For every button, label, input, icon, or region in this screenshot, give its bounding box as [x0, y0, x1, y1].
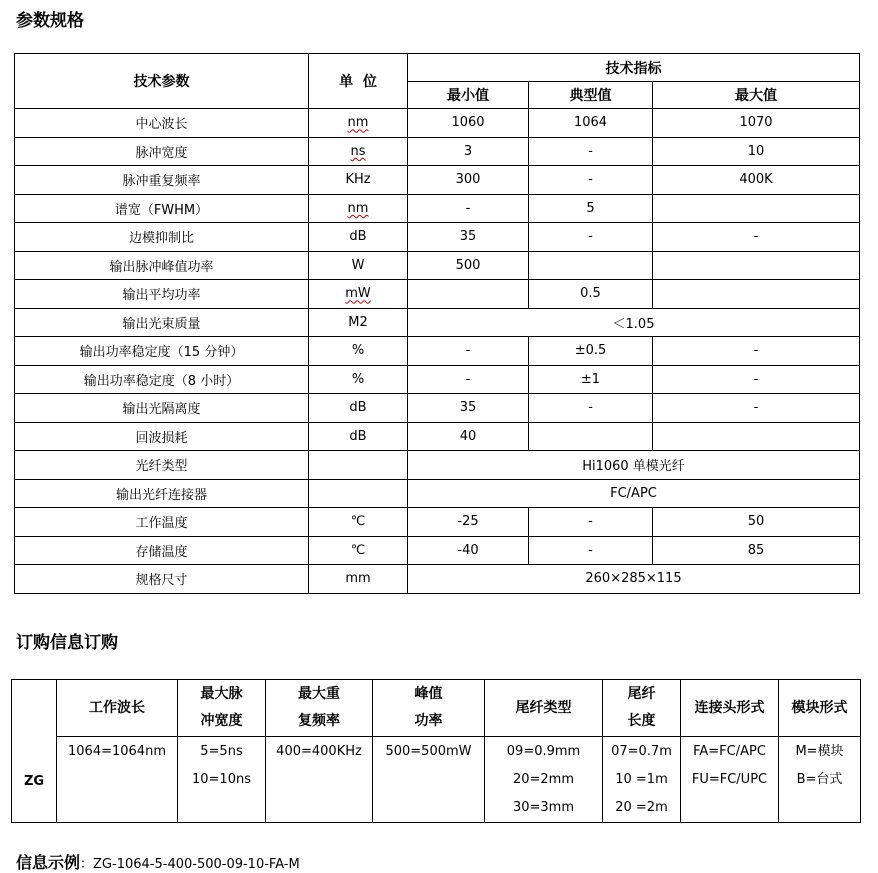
order-option: 400=400KHz [276, 744, 362, 759]
param-name-text: 脉冲重复频率 [122, 174, 201, 190]
param-min [408, 508, 529, 537]
order-header-line: 尾纤 [627, 686, 656, 702]
spec-row [15, 422, 860, 451]
param-max [653, 194, 860, 223]
param-max-text: - [753, 400, 759, 416]
spec-row [15, 109, 860, 138]
param-name [15, 508, 309, 537]
param-max-text: 10 [747, 143, 765, 159]
param-unit-text: M2 [348, 314, 368, 330]
param-unit-text: nm [347, 200, 369, 216]
order-option: 30=3mm [512, 800, 575, 815]
order-option: 20=2mm [512, 772, 575, 787]
param-typ [529, 109, 653, 138]
param-name [15, 394, 309, 423]
order-section-title: 订购信息订购 [16, 633, 118, 653]
param-min [408, 536, 529, 565]
spec-section-title: 参数规格 [16, 11, 84, 31]
order-header-line: 最大重 [298, 686, 340, 702]
param-typ [529, 251, 653, 280]
param-typ-text: 1064 [573, 115, 608, 131]
param-typ [529, 166, 653, 195]
order-header-line: 复频率 [298, 713, 340, 729]
param-name-text: 输出脉冲峰值功率 [109, 259, 214, 275]
order-option: 09=0.9mm [506, 744, 581, 759]
param-name-text: 存储温度 [135, 544, 188, 560]
param-min [408, 337, 529, 366]
param-name [15, 479, 309, 508]
param-unit-text: % [351, 343, 365, 359]
param-unit [309, 422, 408, 451]
spec-row [15, 137, 860, 166]
param-unit [309, 451, 408, 480]
param-unit [309, 280, 408, 309]
param-min [408, 280, 529, 309]
spec-row [15, 251, 860, 280]
param-typ-text: 5 [586, 200, 595, 216]
param-unit-text: ℃ [350, 514, 366, 530]
param-value-merged-text: 260×285×115 [585, 571, 682, 587]
param-typ-text: ±1 [580, 371, 601, 387]
param-name [15, 451, 309, 480]
param-min-text: 3 [463, 143, 473, 159]
spec-row [15, 166, 860, 195]
param-name-text: 光纤类型 [135, 459, 188, 475]
spec-row [15, 308, 860, 337]
example-colon: ： [80, 857, 94, 872]
example-label: 信息示例 [16, 853, 81, 872]
param-max [653, 223, 860, 252]
order-option: FA=FC/APC [693, 744, 766, 759]
param-typ [529, 223, 653, 252]
param-name [15, 223, 309, 252]
param-max [653, 337, 860, 366]
param-typ-text: - [588, 400, 593, 416]
header-min: 最小值 [408, 82, 529, 109]
order-option-cell [779, 737, 861, 823]
param-value-merged-text: ＜1.05 [612, 316, 655, 332]
order-header-line: 尾纤类型 [515, 699, 572, 716]
param-unit-text: % [351, 371, 365, 387]
param-min-text: 1060 [451, 115, 485, 131]
header-param: 技术参数 [15, 54, 309, 109]
spec-row [15, 451, 860, 480]
param-name-text: 谱宽（FWHM） [114, 202, 209, 218]
param-min-text: -40 [457, 542, 479, 558]
order-header [178, 680, 266, 737]
order-header [681, 680, 779, 737]
param-name [15, 365, 309, 394]
order-header [603, 680, 681, 737]
param-max-text: - [753, 371, 759, 387]
param-name [15, 251, 309, 280]
param-name [15, 308, 309, 337]
spec-row [15, 479, 860, 508]
param-unit-text: dB [349, 229, 367, 245]
param-name-text: 输出光隔离度 [122, 402, 201, 418]
spec-row [15, 365, 860, 394]
param-unit [309, 194, 408, 223]
order-header-line: 连接头形式 [694, 699, 765, 716]
header-unit: 单 位 [309, 54, 408, 109]
spec-row [15, 194, 860, 223]
param-unit-text: KHz [345, 172, 371, 188]
param-max-text: 50 [747, 514, 765, 530]
spec-row [15, 280, 860, 309]
order-option: M=模块 [795, 744, 844, 759]
order-option-cell [266, 737, 373, 823]
order-option-cell [373, 737, 485, 823]
param-typ [529, 337, 653, 366]
param-typ-text: - [588, 514, 593, 530]
param-max [653, 536, 860, 565]
order-option: 500=500mW [385, 744, 472, 759]
param-name [15, 137, 309, 166]
param-unit-text: dB [349, 428, 367, 444]
param-typ [529, 365, 653, 394]
param-name-text: 输出光纤连接器 [115, 487, 207, 503]
param-max [653, 109, 860, 138]
param-name [15, 166, 309, 195]
param-min [408, 109, 529, 138]
param-unit [309, 479, 408, 508]
order-header [373, 680, 485, 737]
param-unit [309, 508, 408, 537]
param-name [15, 194, 309, 223]
param-unit-text: mm [345, 571, 371, 587]
param-value-merged [408, 479, 860, 508]
order-option: 07=0.7m [611, 744, 672, 759]
order-header [57, 680, 178, 737]
param-value-merged [408, 451, 860, 480]
header-max: 最大值 [653, 82, 860, 109]
order-header-line: 冲宽度 [200, 713, 243, 729]
param-unit-text: nm [347, 115, 369, 131]
param-unit-text: mW [345, 286, 371, 302]
param-min-text: 40 [459, 428, 477, 444]
param-name-text: 中心波长 [135, 117, 188, 133]
param-unit [309, 337, 408, 366]
param-min [408, 166, 529, 195]
order-prefix: ZG [12, 680, 57, 823]
param-min [408, 365, 529, 394]
param-max-text: 1070 [739, 115, 773, 131]
param-min [408, 223, 529, 252]
order-header [485, 680, 603, 737]
param-min-text: - [465, 200, 471, 216]
param-unit [309, 109, 408, 138]
spec-table [14, 53, 860, 594]
order-header [266, 680, 373, 737]
param-name-text: 回波损耗 [135, 430, 188, 446]
param-name [15, 109, 309, 138]
order-option-cell [603, 737, 681, 823]
param-unit [309, 565, 408, 594]
order-header-line: 长度 [627, 713, 656, 729]
spec-row [15, 536, 860, 565]
param-typ [529, 422, 653, 451]
param-unit-text: ℃ [350, 542, 366, 558]
order-option-cell [485, 737, 603, 823]
param-name-text: 输出平均功率 [122, 288, 201, 304]
param-typ-text: - [588, 542, 593, 558]
param-unit [309, 223, 408, 252]
param-min-text: 300 [455, 172, 481, 188]
order-option-cell [681, 737, 779, 823]
param-typ [529, 508, 653, 537]
param-name [15, 565, 309, 594]
order-option: 1064=1064nm [68, 744, 166, 759]
param-value-merged [408, 565, 860, 594]
param-unit-text: W [351, 257, 365, 273]
param-unit [309, 394, 408, 423]
spec-row [15, 394, 860, 423]
param-name-text: 脉冲宽度 [135, 145, 188, 161]
param-max-text: 400K [739, 172, 773, 188]
param-typ [529, 280, 653, 309]
param-min-text: 35 [459, 229, 477, 245]
param-name-text: 输出功率稳定度（8 小时） [83, 373, 240, 389]
param-unit [309, 536, 408, 565]
order-header-line: 工作波长 [89, 699, 145, 716]
order-option: 5=5ns [200, 744, 243, 759]
param-min-text: - [465, 371, 471, 387]
param-name [15, 280, 309, 309]
spec-row [15, 508, 860, 537]
order-option-cell [178, 737, 266, 823]
param-unit-text: ns [350, 143, 366, 159]
param-min-text: 35 [459, 400, 477, 416]
param-max [653, 394, 860, 423]
param-typ-text: - [588, 143, 593, 159]
param-typ [529, 137, 653, 166]
param-min [408, 137, 529, 166]
param-min-text: -25 [457, 514, 479, 530]
order-option-cell [57, 737, 178, 823]
param-value-merged-text: Hi1060 单模光纤 [582, 459, 685, 475]
order-header-line: 模块形式 [791, 699, 848, 716]
param-min-text: - [465, 343, 471, 359]
order-example [16, 850, 300, 873]
header-typ: 典型值 [529, 82, 653, 109]
param-unit [309, 166, 408, 195]
param-value-merged-text: FC/APC [610, 485, 657, 501]
param-min [408, 422, 529, 451]
param-name-text: 规格尺寸 [135, 573, 188, 589]
example-code: ZG-1064-5-400-500-09-10-FA-M [93, 857, 300, 872]
param-typ [529, 194, 653, 223]
param-max [653, 365, 860, 394]
param-max-text: 85 [747, 542, 765, 558]
param-max [653, 251, 860, 280]
order-header-line: 功率 [414, 713, 443, 729]
param-min [408, 194, 529, 223]
spec-row [15, 223, 860, 252]
param-typ-text: 0.5 [580, 286, 601, 302]
param-name-text: 输出光束质量 [122, 316, 201, 332]
param-max [653, 166, 860, 195]
param-name-text: 输出功率稳定度（15 分钟） [79, 345, 244, 361]
order-header-line: 最大脉 [200, 686, 243, 702]
param-name [15, 337, 309, 366]
param-name [15, 536, 309, 565]
param-max [653, 508, 860, 537]
param-unit [309, 251, 408, 280]
param-max-text: - [753, 343, 759, 359]
param-name [15, 422, 309, 451]
order-option: 20 =2m [615, 800, 668, 815]
order-header [779, 680, 861, 737]
param-value-merged [408, 308, 860, 337]
order-option: 10 =1m [615, 772, 668, 787]
spec-row [15, 565, 860, 594]
param-min [408, 251, 529, 280]
order-table [11, 679, 861, 823]
param-unit [309, 137, 408, 166]
param-typ [529, 394, 653, 423]
header-tech: 技术指标 [408, 54, 860, 82]
param-typ [529, 536, 653, 565]
param-unit-text: dB [349, 400, 367, 416]
order-header-line: 峰值 [414, 686, 443, 702]
param-min-text: 500 [455, 257, 481, 273]
param-max-text: - [753, 229, 759, 245]
param-max [653, 422, 860, 451]
param-max [653, 280, 860, 309]
order-option: B=台式 [796, 772, 843, 787]
param-typ-text: ±0.5 [574, 343, 607, 359]
param-unit [309, 365, 408, 394]
param-typ-text: - [588, 229, 593, 245]
spec-row [15, 337, 860, 366]
param-name-text: 边模抑制比 [128, 231, 194, 247]
param-unit [309, 308, 408, 337]
spec-body [15, 109, 860, 594]
order-option: 10=10ns [192, 772, 251, 787]
param-name-text: 工作温度 [135, 516, 188, 532]
param-typ-text: - [588, 172, 593, 188]
param-max [653, 137, 860, 166]
order-option: FU=FC/UPC [691, 772, 768, 787]
param-min [408, 394, 529, 423]
